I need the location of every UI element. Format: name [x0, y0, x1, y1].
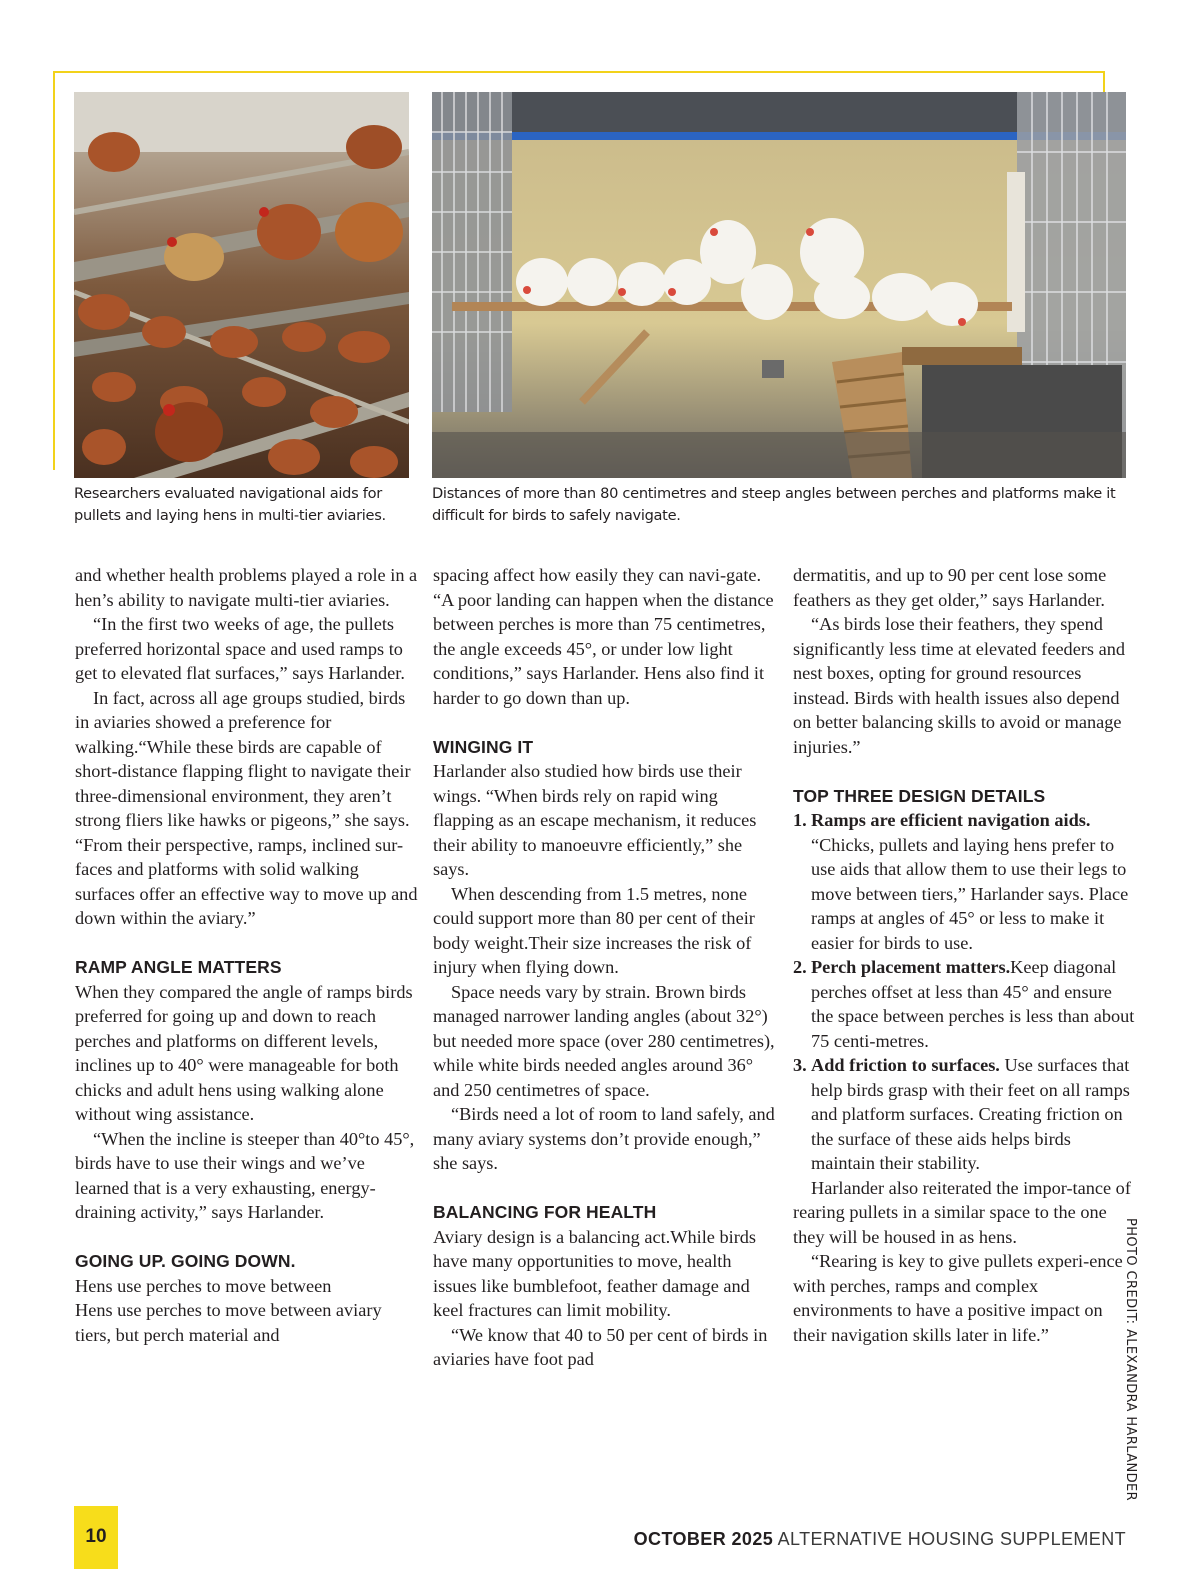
- list-item: [793, 1053, 1138, 1176]
- issue-date: OCTOBER 2025: [633, 1529, 774, 1549]
- frame-left-line: [53, 71, 55, 470]
- paragraph: “When the incline is steeper than 40°to 45°, birds have to use their wings and we’ve learned that is a very exhausting, energy-draining activity,” says Harlander.: [75, 1128, 415, 1222]
- paragraph: Harlander also reiterated the impor-tance of rearing pullets in a similar space to the one they will be housed in as hens.: [793, 1177, 1131, 1247]
- right-photo-caption: Distances of more than 80 centimetres and steep angles between perches and platforms make it difficult for birds to safely navigate.: [432, 485, 1116, 524]
- paragraph: “We know that 40 to 50 per cent of birds in aviaries have foot pad: [433, 1324, 768, 1369]
- list-item-lead: Perch placement matters.: [811, 957, 1011, 977]
- article-column-1: [75, 563, 420, 1347]
- paragraph: “Birds need a lot of room to land safely, and many aviary systems don’t provide enough,” she says.: [433, 1104, 775, 1173]
- section-heading: BALANCING FOR HEALTH: [433, 1202, 657, 1222]
- list-item-lead: Ramps are efficient navigation aids.: [811, 810, 1091, 830]
- list-item-lead: Add friction to surfaces.: [811, 1055, 1000, 1075]
- paragraph: When they compared the angle of ramps birds preferred for going up and down to reach perches and platforms on different levels, inclines up to 40° were manageable for both chicks and adult hens using walking alone without wing assistance.: [75, 981, 413, 1124]
- paragraph: Space needs vary by strain. Brown birds managed narrower landing angles (about 32°) but needed more space (over 280 centimetres), while white birds needed angles around 36° and 250 centimetres of space.: [433, 981, 775, 1100]
- paragraph: and whether health problems played a role in a hen’s ability to navigate multi-tier aviaries.: [75, 565, 418, 610]
- page-number: 10: [85, 1526, 107, 1547]
- design-details-list: [793, 808, 1138, 1176]
- list-number: 2.: [793, 957, 807, 977]
- paragraph: Hens use perches to move between: [75, 1275, 332, 1296]
- frame-top-line: [53, 71, 1105, 73]
- list-item-text: “Chicks, pullets and laying hens prefer to use aids that allow them to use their legs to move between tiers,” Harlander says. Place ramps at angles of 45° or less to make it easier for birds to use.: [811, 834, 1129, 953]
- list-number: 1.: [793, 810, 807, 830]
- supplement-name: ALTERNATIVE HOUSING SUPPLEMENT: [777, 1529, 1126, 1549]
- paragraph: When descending from 1.5 metres, none could support more than 80 per cent of their body weight.Their size increases the risk of injury when flying down.: [433, 883, 755, 977]
- section-heading: WINGING IT: [433, 736, 534, 757]
- article-column-2: [433, 563, 778, 1372]
- section-heading: RAMP ANGLE MATTERS: [75, 957, 282, 977]
- paragraph: Harlander also studied how birds use their wings. “When birds rely on rapid wing flapping as an escape mechanism, it reduces their ability to manoeuvre efficiently,” she says.: [433, 761, 757, 879]
- paragraph: dermatitis, and up to 90 per cent lose some feathers as they get older,” says Harlander.: [793, 565, 1107, 610]
- hens-in-aviary-photo: [74, 92, 409, 478]
- section-heading: GOING UP. GOING DOWN.: [75, 1251, 296, 1271]
- paragraph: Aviary design is a balancing act.While birds have many opportunities to move, health issues like bumblefoot, feather damage and keel fractures can limit mobility.: [433, 1226, 757, 1320]
- photo-credit: [1123, 1218, 1167, 1502]
- section-heading: TOP THREE DESIGN DETAILS: [793, 785, 1046, 806]
- white-pullets-on-perch-photo: [432, 92, 1126, 478]
- article-column-3: [793, 563, 1138, 1347]
- paragraph: “As birds lose their feathers, they spend significantly less time at elevated feeders and nest boxes, opting for ground resources instead. Birds with health issues also depend on better balancing skills to avoid or manage injuries.”: [793, 614, 1125, 757]
- list-item-text: Keep diagonal perches offset at less than 45° and ensure the space between perches is less than about 75 centi-metres.: [811, 957, 1135, 1051]
- list-number: 3.: [793, 1055, 807, 1075]
- page-number-box: [74, 1506, 118, 1569]
- photo-credit-text: PHOTO CREDIT: ALEXANDRA HARLANDER: [1123, 1218, 1138, 1502]
- paragraph: spacing affect how easily they can navi-gate. “A poor landing can happen when the distance between perches is more than 75 centimetres, the angle exceeds 45°, or under low light conditions,” says Harlander. Hens also find it harder to go down than up.: [433, 565, 774, 708]
- paragraph: In fact, across all age groups studied, birds in aviaries showed a preference for walking.“While these birds are capable of short-distance flapping flight to navigate their three-dimensional environment, they aren’t strong fliers like hawks or pigeons,” she says. “From their perspective, ramps, inclined sur-faces and platforms with solid walking surfaces offer an effective way to move up and down within the aviary.”: [75, 687, 418, 928]
- left-photo-caption: Researchers evaluated navigational aids for pullets and laying hens in multi-tier aviaries.: [74, 485, 386, 524]
- paragraph: Hens use perches to move between aviary tiers, but perch material and: [75, 1300, 382, 1345]
- paragraph: “Rearing is key to give pullets experi-ence with perches, ramps and complex environments to have a positive impact on their navigation skills later in life.”: [793, 1251, 1123, 1345]
- paragraph: “In the first two weeks of age, the pullets preferred horizontal space and used ramps to get to elevated flat surfaces,” says Harlander.: [75, 614, 405, 683]
- list-item: [793, 808, 1138, 955]
- list-item: [793, 955, 1138, 1053]
- page-footer: [634, 1529, 1126, 1550]
- list-item-text: Use surfaces that help birds grasp with their feet on all ramps and platform surfaces. Creating friction on the surface of these aids helps birds maintain their stability.: [811, 1055, 1130, 1173]
- frame-right-line: [1103, 71, 1105, 93]
